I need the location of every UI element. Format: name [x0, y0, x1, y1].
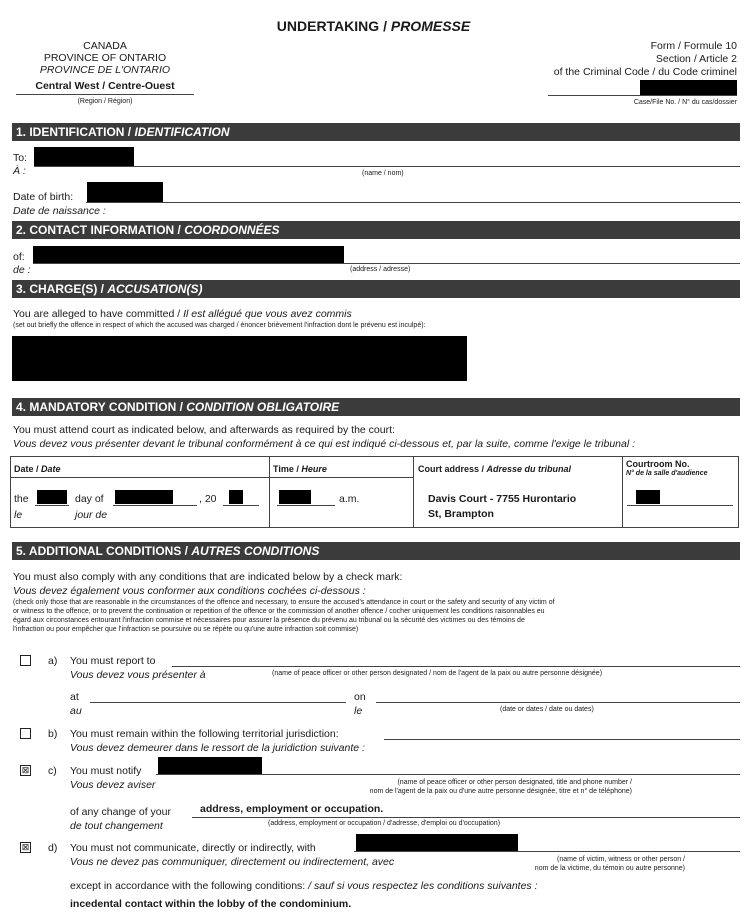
notify-hint: (name of peace officer or other person designated, title and phone number / nom de l'agent de la paix ou d'une autre personne désignée, titre et n° de téléphone) [369, 779, 632, 795]
redacted-time [279, 490, 311, 504]
form-reference [477, 40, 737, 79]
to-label: To: [13, 152, 28, 164]
case-label: Case/File No. / N° du cas/dossier [633, 99, 737, 106]
col-date-header: Date / Date [14, 464, 61, 474]
alleged-text: You are alleged to have committed / Il est allégué que vous avez commis [13, 308, 352, 320]
condition-a-checkbox[interactable] [20, 655, 31, 666]
region-line [16, 94, 194, 95]
report-to-hint: (name of peace officer or other person designated / nom de l'agent de la paix ou autre personne désignée) [272, 670, 603, 677]
redacted-name [34, 147, 134, 166]
day-of-label: day of [75, 493, 104, 505]
condition-b-letter: b) [48, 728, 58, 740]
change-label: of any change of your [70, 806, 171, 818]
jurisdiction-line[interactable] [384, 739, 740, 740]
le-label: le [14, 509, 23, 521]
condition-b-text: You must remain within the following territorial jurisdiction: [70, 728, 339, 740]
title-fr: PROMESSE [390, 18, 471, 34]
condition-d-text-fr: Vous ne devez pas communiquer, directement ou indirectement, avec [70, 856, 395, 868]
of-label: of: [13, 251, 25, 263]
at-label: at [70, 691, 79, 703]
section-1-header: 1. IDENTIFICATION / IDENTIFICATION [12, 123, 740, 141]
condition-a-letter: a) [48, 655, 58, 667]
name-hint: (name / nom) [362, 170, 404, 177]
jurisdiction-block [20, 40, 190, 92]
no-contact-hint: (name of victim, witness or other person / nom de la victime, du témoin ou autre personne) [534, 856, 685, 872]
redacted-notify-person [158, 757, 262, 774]
year-prefix: , 20 [199, 493, 217, 505]
form-title: UNDERTAKING / PROMESSE [276, 18, 471, 34]
redacted-year [229, 490, 243, 504]
offence-instructions: (set out briefly the offence in respect of which the accused was charged / énoncer brièvement l'infraction dont le prévenu est inculpé): [13, 322, 426, 329]
canada-label: CANADA [83, 40, 127, 52]
section-3-header: 3. CHARGE(S) / ACCUSATION(S) [12, 280, 740, 298]
condition-a-text: You must report to [70, 655, 156, 667]
col-time-header: Time / Heure [273, 464, 327, 474]
condition-a-text-fr: Vous devez vous présenter à [70, 669, 206, 681]
am-label: a.m. [339, 493, 360, 505]
col-address-header: Court address / Adresse du tribunal [418, 464, 572, 474]
redacted-month [115, 490, 173, 504]
except-value: incedental contact within the lobby of the condominium. [70, 898, 352, 910]
redacted-dob [87, 182, 163, 202]
on-label: on [354, 691, 366, 703]
criminal-code: of the Criminal Code / du Code criminel [553, 66, 737, 78]
jour-de-label: jour de [75, 509, 108, 521]
case-line [548, 95, 737, 96]
court-address: Davis Court - 7755 Hurontario St, Brampton [428, 493, 577, 520]
notify-line[interactable] [156, 774, 740, 775]
at-line[interactable] [90, 702, 346, 703]
condition-c-checkbox[interactable]: ⊠ [21, 765, 30, 775]
to-label-fr: À : [13, 165, 26, 177]
redacted-victim-name [356, 834, 518, 851]
col-courtroom-header: Courtroom No. N° de la salle d'audience [626, 459, 708, 477]
section-5-header: 5. ADDITIONAL CONDITIONS / AUTRES CONDITIONS [12, 542, 740, 560]
must-attend-text: You must attend court as indicated below, and afterwards as required by the court: [13, 424, 395, 436]
region-label: (Region / Région) [77, 98, 133, 105]
province-fr: PROVINCE DE L'ONTARIO [39, 64, 171, 76]
condition-b-text-fr: Vous devez demeurer dans le ressort de la juridiction suivante : [70, 742, 365, 754]
the-label: the [14, 493, 29, 505]
address-line[interactable] [33, 263, 740, 264]
on-line[interactable] [376, 702, 740, 703]
change-hint: (address, employment or occupation / d'adresse, d'emploi ou d'occupation) [268, 820, 501, 827]
address-hint: (address / adresse) [350, 266, 411, 273]
name-line[interactable] [34, 166, 740, 167]
dob-label-fr: Date de naissance : [13, 205, 106, 217]
section-number: Section / Article 2 [655, 53, 737, 65]
redacted-day [37, 490, 67, 504]
condition-c-letter: c) [48, 765, 57, 777]
redacted-address [33, 246, 344, 263]
comply-text: You must also comply with any conditions that are indicated below by a check mark: [13, 571, 403, 583]
condition-c-text: You must notify [70, 765, 142, 777]
except-text: except in accordance with the following conditions: / sauf si vous respectez les conditions suivantes : [70, 880, 538, 892]
le-label-a: le [354, 705, 363, 717]
dob-label: Date of birth: [13, 191, 74, 203]
title-en: UNDERTAKING [276, 18, 380, 34]
change-label-fr: de tout changement [70, 820, 163, 832]
form-number: Form / Formule 10 [650, 40, 737, 52]
comply-text-fr: Vous devez également vous conformer aux conditions cochées ci-dessous : [13, 585, 366, 597]
change-line[interactable] [192, 817, 740, 818]
date-hint: (date or dates / date ou dates) [500, 706, 594, 713]
dob-line[interactable] [86, 202, 740, 203]
condition-c-text-fr: Vous devez aviser [70, 779, 156, 791]
report-to-line[interactable] [172, 666, 740, 667]
section-2-header: 2. CONTACT INFORMATION / COORDONNÉES [12, 221, 740, 239]
redacted-courtroom [636, 490, 660, 504]
condition-d-checkbox[interactable]: ⊠ [21, 842, 30, 852]
conditions-note: (check only those that are reasonable in the circumstances of the offence and necessary, to ensure the accused's attendance in court or the safety and security of any victim of or witness to the offence, or to prevent the continuation or repetition of the offence or the commission of another offence / cocher uniquement les conditions raisonnables eu égard aux circonstances entourant l'infraction commise et nécessaires pour assurer la présence du prévenu au tribunal ou la sécurité des victimes ou des témoins de l'infraction ou pour empêcher que l'infraction se poursuive ou se répète ou qu'une autre infraction soit commise) [13, 599, 555, 633]
of-label-fr: de : [13, 264, 31, 276]
condition-d-letter: d) [48, 842, 58, 854]
must-attend-text-fr: Vous devez vous présenter devant le tribunal conformément à ce qui est indiqué ci-dessous et, par la suite, comme l'exige le tribunal : [13, 438, 636, 450]
condition-b-checkbox[interactable] [20, 728, 31, 739]
no-contact-line[interactable] [354, 851, 740, 852]
region-value: Central West / Centre-Ouest [35, 80, 175, 92]
au-label: au [70, 705, 82, 717]
province-en: PROVINCE OF ONTARIO [43, 52, 167, 64]
redacted-case-number [640, 80, 737, 95]
redacted-offence [12, 336, 467, 381]
change-value: address, employment or occupation. [200, 803, 384, 815]
section-4-header: 4. MANDATORY CONDITION / CONDITION OBLIGATOIRE [12, 398, 740, 416]
court-table [10, 456, 739, 528]
condition-d-text: You must not communicate, directly or indirectly, with [70, 842, 316, 854]
